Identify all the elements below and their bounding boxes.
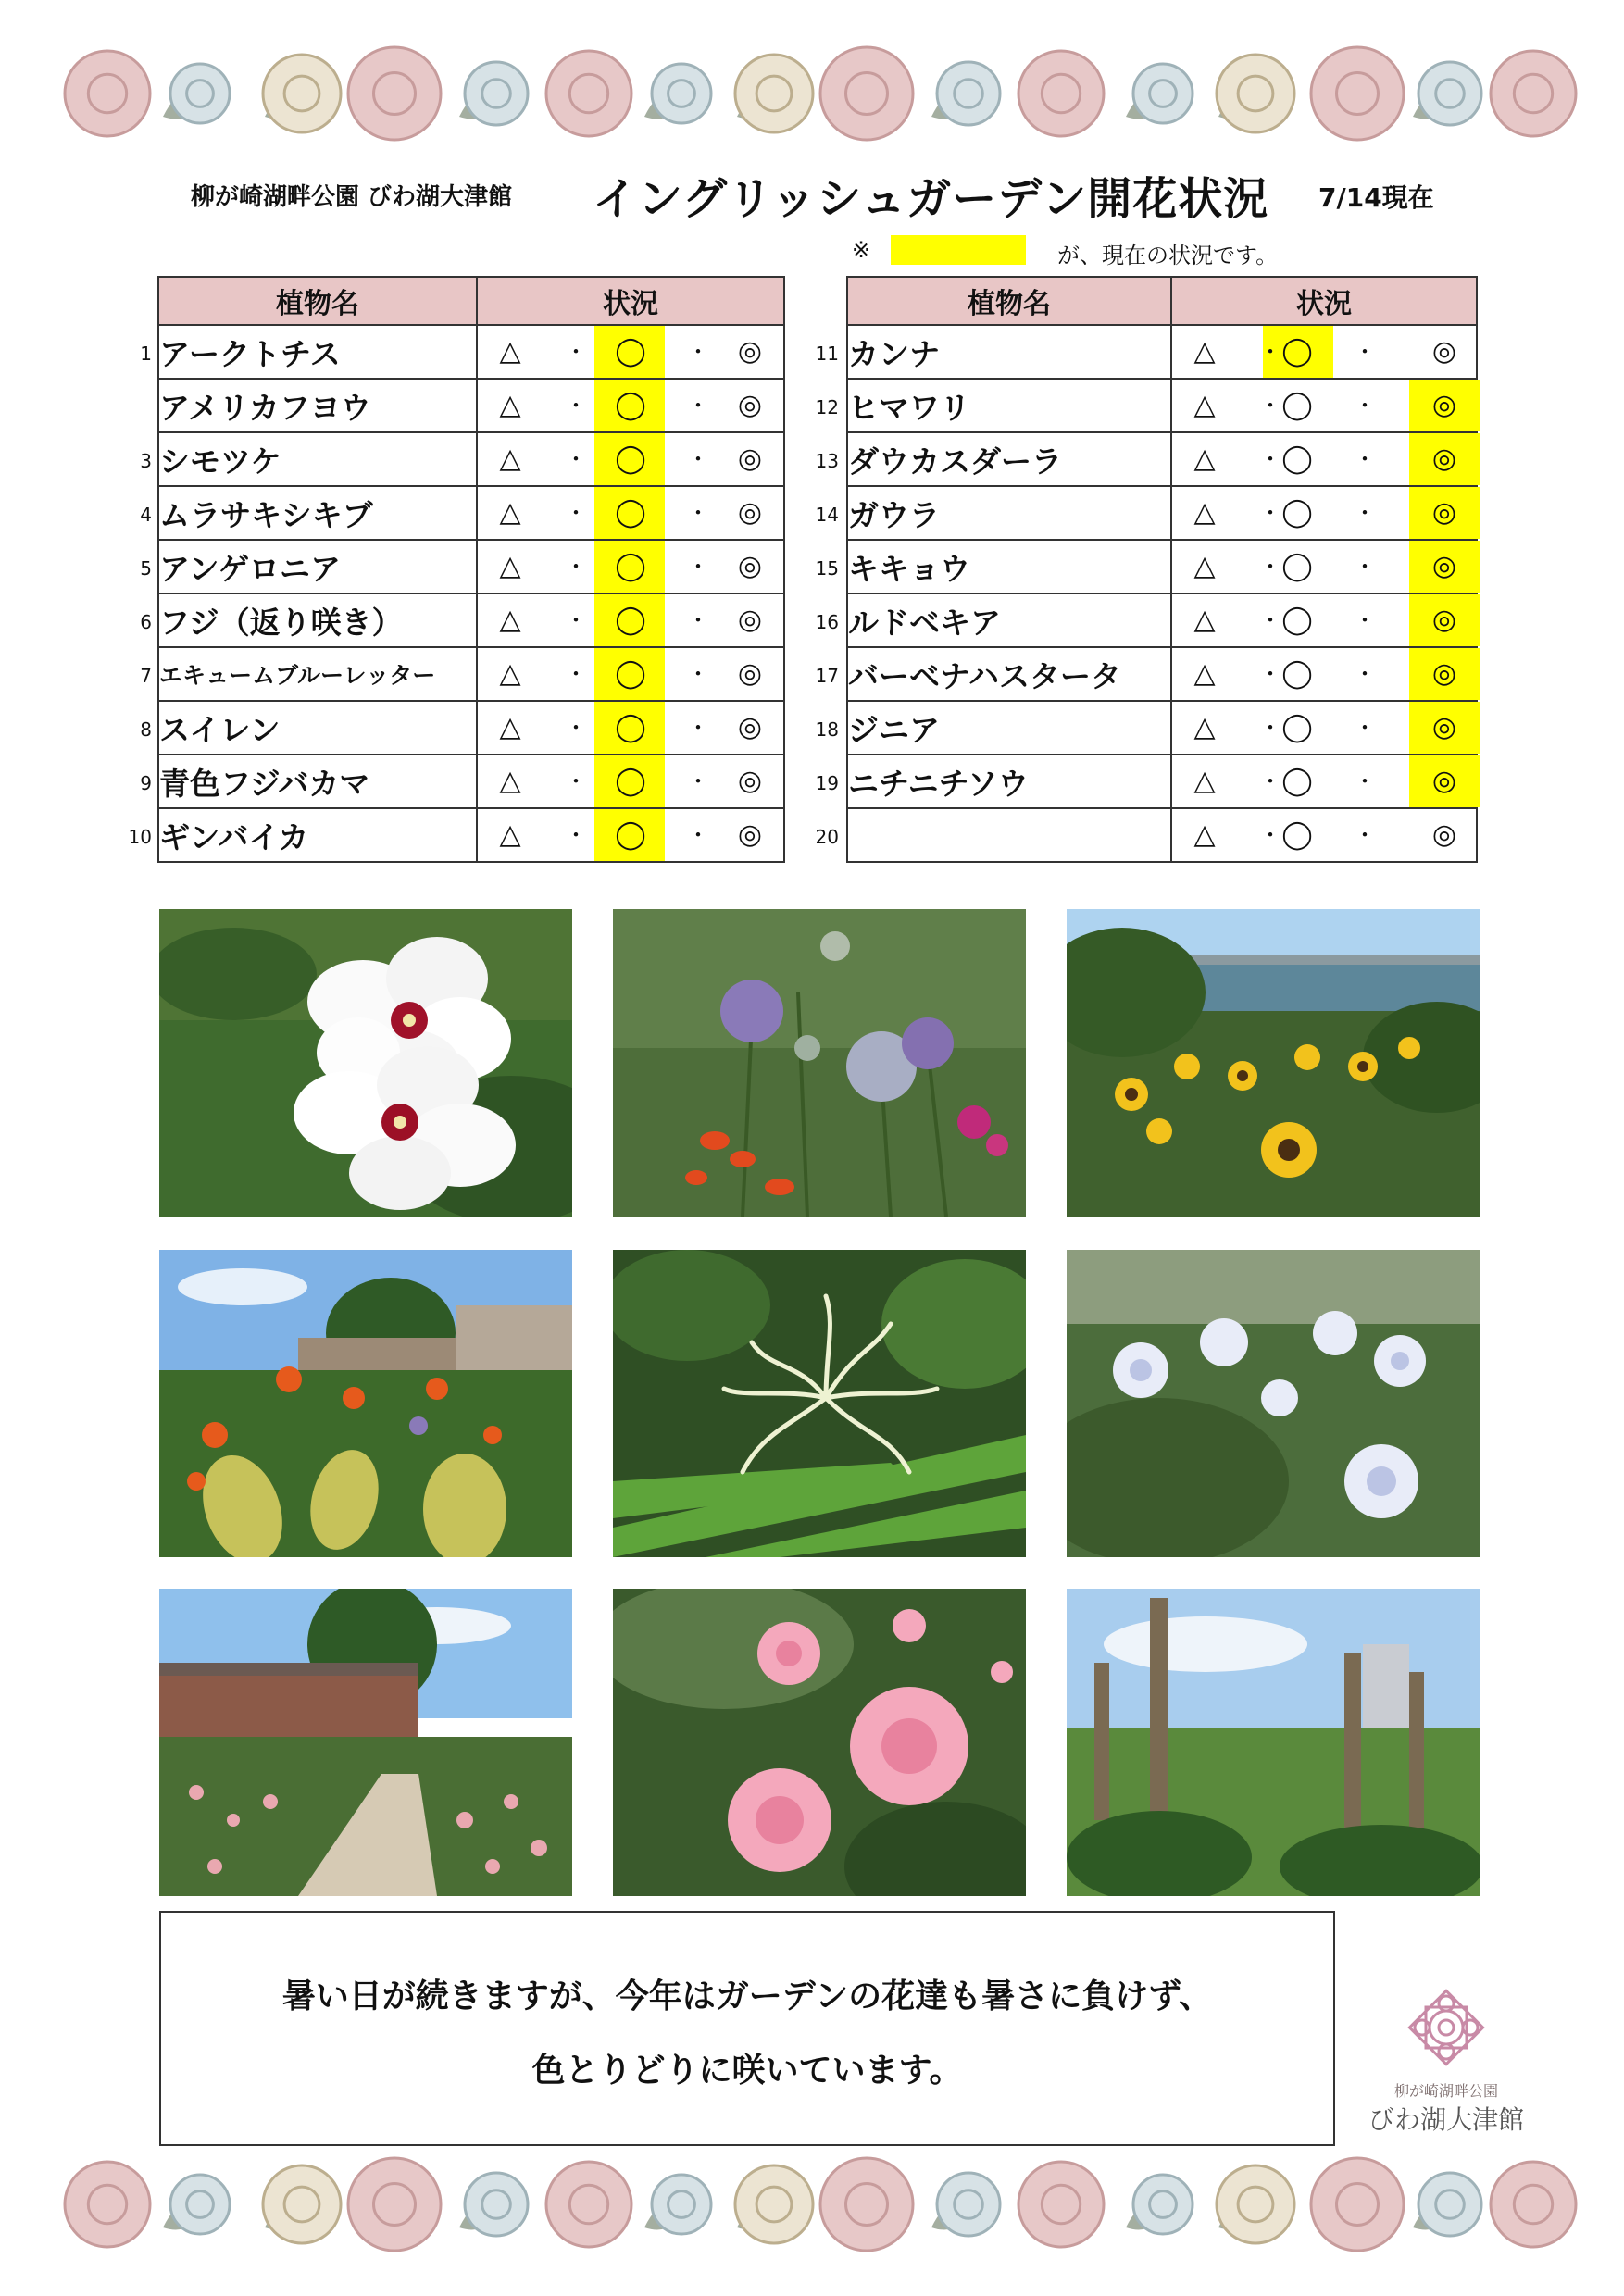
plant-name: ニチニチソウ — [848, 765, 1029, 802]
bloom-status-cell — [477, 379, 784, 432]
table-row — [847, 325, 1477, 379]
table-row — [847, 647, 1477, 701]
bloom-status-cell — [477, 755, 784, 808]
row-number: 1 — [140, 343, 152, 365]
bloom-table-left — [128, 276, 785, 863]
status-separator: ・ — [565, 554, 587, 580]
bloom-status-cell — [1171, 808, 1477, 862]
message-line-2: 色とりどりに咲いています。 — [531, 2052, 963, 2090]
border-flower — [644, 64, 711, 123]
status-bud-symbol: △ — [1193, 496, 1216, 529]
status-separator: ・ — [1354, 661, 1376, 687]
logo-crest-icon — [1402, 1983, 1491, 2072]
bloom-status-cell — [477, 540, 784, 593]
plant-name-cell — [815, 808, 1171, 862]
border-flower — [1018, 51, 1104, 136]
status-bloom-symbol: ◯ — [1281, 443, 1313, 475]
border-flower — [546, 51, 631, 136]
table-row — [158, 755, 784, 808]
status-bud-symbol: △ — [1193, 657, 1216, 690]
status-bud-symbol: △ — [1193, 335, 1216, 368]
bloom-status-cell — [1171, 325, 1477, 379]
status-separator: ・ — [1354, 446, 1376, 472]
status-bud-symbol: △ — [1193, 604, 1216, 636]
status-bud-symbol: △ — [499, 711, 521, 743]
status-bloom-symbol: ◯ — [1281, 765, 1313, 797]
status-full-symbol: ◎ — [737, 496, 763, 529]
status-separator: ・ — [1354, 822, 1376, 848]
table-row — [847, 540, 1477, 593]
status-full-symbol: ◎ — [1431, 335, 1457, 368]
bloom-status-cell — [477, 701, 784, 755]
status-full-symbol: ◎ — [1431, 711, 1457, 743]
status-full-symbol: ◎ — [737, 443, 763, 475]
status-separator: ・ — [687, 500, 709, 526]
status-full-symbol: ◎ — [1431, 818, 1457, 851]
plant-name-cell — [815, 325, 1171, 379]
plant-name-cell — [140, 647, 477, 701]
column-header-plant: 植物名 — [847, 277, 1171, 325]
plant-name-cell — [140, 593, 477, 647]
table-row — [158, 647, 784, 701]
row-number: 12 — [815, 396, 839, 418]
legend-highlight-swatch — [891, 235, 1026, 265]
plant-name-cell — [815, 540, 1171, 593]
status-separator: ・ — [1259, 715, 1281, 741]
plant-name-cell — [815, 647, 1171, 701]
status-bud-symbol: △ — [499, 389, 521, 421]
status-date: 7/14現在 — [1318, 182, 1434, 213]
border-flower — [459, 62, 528, 125]
message-line-1: 暑い日が続きますが、今年はガーデンの花達も暑さに負けず、 — [281, 1978, 1213, 2015]
plant-name: ギンバイカ — [159, 818, 309, 855]
plant-name: ダウカスダーラ — [848, 443, 1062, 480]
legend-mark: ※ — [852, 237, 871, 263]
plant-name-cell — [815, 486, 1171, 540]
border-flower — [263, 2165, 341, 2243]
bloom-status-cell — [477, 593, 784, 647]
status-bud-symbol: △ — [499, 443, 521, 475]
row-number: 13 — [815, 450, 839, 472]
status-bud-symbol: △ — [1193, 765, 1216, 797]
border-flower — [644, 2175, 711, 2234]
bloom-status-cell — [477, 808, 784, 862]
status-bud-symbol: △ — [1193, 818, 1216, 851]
status-separator: ・ — [1354, 715, 1376, 741]
border-flower — [1311, 47, 1404, 140]
plant-name: ジニア — [848, 711, 940, 748]
photo-crinum-lily — [613, 1250, 1026, 1557]
border-flower — [1491, 2162, 1576, 2247]
plant-name-cell — [815, 755, 1171, 808]
bloom-status-cell — [1171, 755, 1477, 808]
status-bud-symbol: △ — [499, 496, 521, 529]
row-number: 8 — [140, 718, 152, 741]
border-flower — [1126, 2175, 1193, 2234]
plant-name: エキュームブルーレッター — [159, 662, 436, 689]
border-flower — [163, 2175, 230, 2234]
plant-name: ガウラ — [848, 496, 940, 533]
plant-name: カンナ — [848, 335, 940, 372]
border-flower — [820, 47, 913, 140]
plant-name: ヒマワリ — [848, 389, 970, 426]
status-separator: ・ — [1259, 500, 1281, 526]
photo-agapanthus — [1067, 1250, 1480, 1557]
border-flower — [1217, 55, 1294, 132]
status-bud-symbol: △ — [1193, 443, 1216, 475]
plant-name: アメリカフヨウ — [159, 389, 371, 426]
plant-name-cell — [140, 755, 477, 808]
plant-name-cell — [140, 325, 477, 379]
status-separator: ・ — [1354, 768, 1376, 794]
row-number: 7 — [140, 665, 152, 687]
plant-name: アンゲロニア — [159, 550, 342, 587]
border-flower — [1413, 62, 1481, 125]
border-flower — [735, 55, 813, 132]
status-separator: ・ — [565, 661, 587, 687]
status-separator: ・ — [687, 768, 709, 794]
border-flower — [348, 47, 441, 140]
plant-name: キキョウ — [848, 550, 970, 587]
status-full-symbol: ◎ — [737, 657, 763, 690]
status-bud-symbol: △ — [1193, 389, 1216, 421]
status-full-symbol: ◎ — [737, 389, 763, 421]
table-row — [847, 701, 1477, 755]
status-separator: ・ — [687, 393, 709, 418]
status-separator: ・ — [687, 554, 709, 580]
status-bloom-symbol: ◯ — [615, 389, 646, 421]
table-row — [158, 540, 784, 593]
bloom-status-cell — [477, 325, 784, 379]
plant-name-cell — [815, 701, 1171, 755]
status-bud-symbol: △ — [499, 765, 521, 797]
status-bloom-symbol: ◯ — [1281, 818, 1313, 851]
bloom-status-cell — [1171, 486, 1477, 540]
status-separator: ・ — [565, 822, 587, 848]
status-bloom-symbol: ◯ — [615, 604, 646, 636]
column-header-status: 状況 — [477, 277, 784, 325]
status-bloom-symbol: ◯ — [1281, 496, 1313, 529]
table-row — [158, 486, 784, 540]
status-bloom-symbol: ◯ — [1281, 550, 1313, 582]
plant-name-cell — [815, 379, 1171, 432]
status-full-symbol: ◎ — [737, 711, 763, 743]
status-bloom-symbol: ◯ — [1281, 711, 1313, 743]
status-full-symbol: ◎ — [1431, 550, 1457, 582]
plant-name-cell — [815, 432, 1171, 486]
bloom-status-cell — [1171, 432, 1477, 486]
photo-white-hibiscus — [159, 909, 572, 1217]
status-full-symbol: ◎ — [1431, 496, 1457, 529]
status-separator: ・ — [1259, 822, 1281, 848]
photo-rose-garden-path — [159, 1589, 572, 1896]
plant-name: フジ（返り咲き） — [159, 604, 403, 641]
plant-name-cell — [140, 486, 477, 540]
logo-park-name: 柳が崎湖畔公園 — [1393, 2082, 1498, 2100]
row-number: 16 — [815, 611, 839, 633]
status-separator: ・ — [687, 822, 709, 848]
row-number: 17 — [815, 665, 839, 687]
status-full-symbol: ◎ — [1431, 604, 1457, 636]
status-separator: ・ — [565, 500, 587, 526]
table-row — [847, 593, 1477, 647]
status-separator: ・ — [565, 393, 587, 418]
status-separator: ・ — [687, 715, 709, 741]
status-separator: ・ — [565, 768, 587, 794]
border-flower — [348, 2158, 441, 2251]
status-bloom-symbol: ◯ — [615, 443, 646, 475]
border-flower — [931, 2173, 1000, 2236]
floral-border-top — [33, 33, 1591, 154]
venue-name: 柳が崎湖畔公園 びわ湖大津館 — [191, 183, 513, 211]
row-number: 9 — [140, 772, 152, 794]
table-row — [158, 325, 784, 379]
message-box — [159, 1911, 1335, 2146]
status-separator: ・ — [1259, 607, 1281, 633]
status-full-symbol: ◎ — [737, 818, 763, 851]
border-flower — [1018, 2162, 1104, 2247]
column-header-plant: 植物名 — [158, 277, 477, 325]
photo-echinops-garden — [613, 909, 1026, 1217]
plant-name-cell — [140, 701, 477, 755]
status-full-symbol: ◎ — [1431, 657, 1457, 690]
status-bloom-symbol: ◯ — [615, 496, 646, 529]
status-separator: ・ — [687, 607, 709, 633]
status-separator: ・ — [1259, 446, 1281, 472]
status-bloom-symbol: ◯ — [1281, 335, 1313, 368]
border-flower — [1491, 51, 1576, 136]
status-full-symbol: ◎ — [1431, 765, 1457, 797]
border-flower — [735, 2165, 813, 2243]
row-number: 5 — [140, 557, 152, 580]
status-separator: ・ — [687, 661, 709, 687]
status-full-symbol: ◎ — [1431, 389, 1457, 421]
status-bud-symbol: △ — [1193, 550, 1216, 582]
table-row — [847, 808, 1477, 862]
status-full-symbol: ◎ — [1431, 443, 1457, 475]
photo-acanthus-spires — [1067, 1589, 1480, 1896]
table-row — [158, 379, 784, 432]
status-separator: ・ — [1259, 554, 1281, 580]
status-separator: ・ — [1259, 393, 1281, 418]
legend-text: が、現在の状況です。 — [1057, 243, 1279, 268]
border-flower — [459, 2173, 528, 2236]
plant-name-cell — [128, 808, 477, 862]
status-separator: ・ — [565, 446, 587, 472]
row-number: 10 — [128, 826, 152, 848]
status-full-symbol: ◎ — [737, 604, 763, 636]
status-bloom-symbol: ◯ — [1281, 657, 1313, 690]
border-flower — [1126, 64, 1193, 123]
row-number: 19 — [815, 772, 839, 794]
plant-name: ムラサキシキブ — [159, 496, 373, 533]
status-bloom-symbol: ◯ — [615, 711, 646, 743]
plant-name: ルドベキア — [848, 604, 1001, 641]
photo-sunflowers-lake — [1067, 909, 1480, 1217]
bloom-status-cell — [477, 486, 784, 540]
plant-name: シモツケ — [159, 443, 281, 480]
row-number: 11 — [815, 343, 839, 365]
bloom-status-cell — [477, 432, 784, 486]
status-separator: ・ — [1354, 554, 1376, 580]
status-full-symbol: ◎ — [737, 335, 763, 368]
row-number: 6 — [140, 611, 152, 633]
bloom-status-cell — [1171, 647, 1477, 701]
bloom-status-cell — [477, 647, 784, 701]
row-number: 20 — [815, 826, 839, 848]
photo-canna-garden — [159, 1250, 572, 1557]
status-separator: ・ — [1354, 339, 1376, 365]
plant-name-cell — [140, 540, 477, 593]
status-separator: ・ — [565, 607, 587, 633]
plant-name: スイレン — [159, 711, 281, 748]
bloom-status-cell — [1171, 379, 1477, 432]
border-flower — [65, 2162, 150, 2247]
status-bud-symbol: △ — [499, 604, 521, 636]
status-bloom-symbol: ◯ — [615, 818, 646, 851]
bloom-status-cell — [1171, 593, 1477, 647]
table-row — [158, 432, 784, 486]
border-flower — [1311, 2158, 1404, 2251]
column-header-status: 状況 — [1171, 277, 1477, 325]
status-full-symbol: ◎ — [737, 550, 763, 582]
border-flower — [546, 2162, 631, 2247]
table-row — [847, 379, 1477, 432]
status-bud-symbol: △ — [499, 550, 521, 582]
bloom-status-cell — [1171, 540, 1477, 593]
logo-venue-name: びわ湖大津館 — [1368, 2104, 1524, 2135]
plant-name: バーベナハスタータ — [848, 657, 1122, 694]
status-bloom-symbol: ◯ — [615, 765, 646, 797]
plant-name-cell — [140, 432, 477, 486]
plant-name: アークトチス — [159, 335, 341, 372]
status-separator: ・ — [1354, 500, 1376, 526]
table-row — [158, 701, 784, 755]
status-bud-symbol: △ — [1193, 711, 1216, 743]
status-bud-symbol: △ — [499, 335, 521, 368]
biwako-otsukan-logo — [1354, 1983, 1539, 2140]
bloom-table-right — [815, 276, 1478, 863]
status-bloom-symbol: ◯ — [615, 657, 646, 690]
border-flower — [931, 62, 1000, 125]
row-number: 14 — [815, 504, 839, 526]
status-separator: ・ — [1354, 607, 1376, 633]
status-bloom-symbol: ◯ — [1281, 604, 1313, 636]
bloom-status-cell — [1171, 701, 1477, 755]
photo-pink-roses — [613, 1589, 1026, 1896]
status-separator: ・ — [687, 446, 709, 472]
border-flower — [820, 2158, 913, 2251]
row-number: 4 — [140, 504, 152, 526]
status-separator: ・ — [1259, 768, 1281, 794]
page-title: イングリッシュガーデン開花状況 — [593, 173, 1269, 225]
row-number: 15 — [815, 557, 839, 580]
border-flower — [1217, 2165, 1294, 2243]
border-flower — [1413, 2173, 1481, 2236]
table-row — [847, 486, 1477, 540]
status-bud-symbol: △ — [499, 818, 521, 851]
status-separator: ・ — [1259, 339, 1281, 365]
table-row — [158, 593, 784, 647]
status-separator: ・ — [565, 715, 587, 741]
table-row — [158, 808, 784, 862]
status-bloom-symbol: ◯ — [615, 335, 646, 368]
page-header — [0, 157, 1624, 225]
status-bloom-symbol: ◯ — [1281, 389, 1313, 421]
border-flower — [163, 64, 230, 123]
table-row — [847, 432, 1477, 486]
status-separator: ・ — [1259, 661, 1281, 687]
border-flower — [263, 55, 341, 132]
floral-border-bottom — [33, 2144, 1591, 2265]
plant-name-cell — [158, 379, 477, 432]
status-bud-symbol: △ — [499, 657, 521, 690]
status-separator: ・ — [1354, 393, 1376, 418]
row-number: 18 — [815, 718, 839, 741]
status-separator: ・ — [687, 339, 709, 365]
table-row — [847, 755, 1477, 808]
status-full-symbol: ◎ — [737, 765, 763, 797]
plant-name-cell — [815, 593, 1171, 647]
row-number: 3 — [140, 450, 152, 472]
plant-name: 青色フジバカマ — [159, 765, 370, 802]
border-flower — [65, 51, 150, 136]
status-bloom-symbol: ◯ — [615, 550, 646, 582]
status-separator: ・ — [565, 339, 587, 365]
